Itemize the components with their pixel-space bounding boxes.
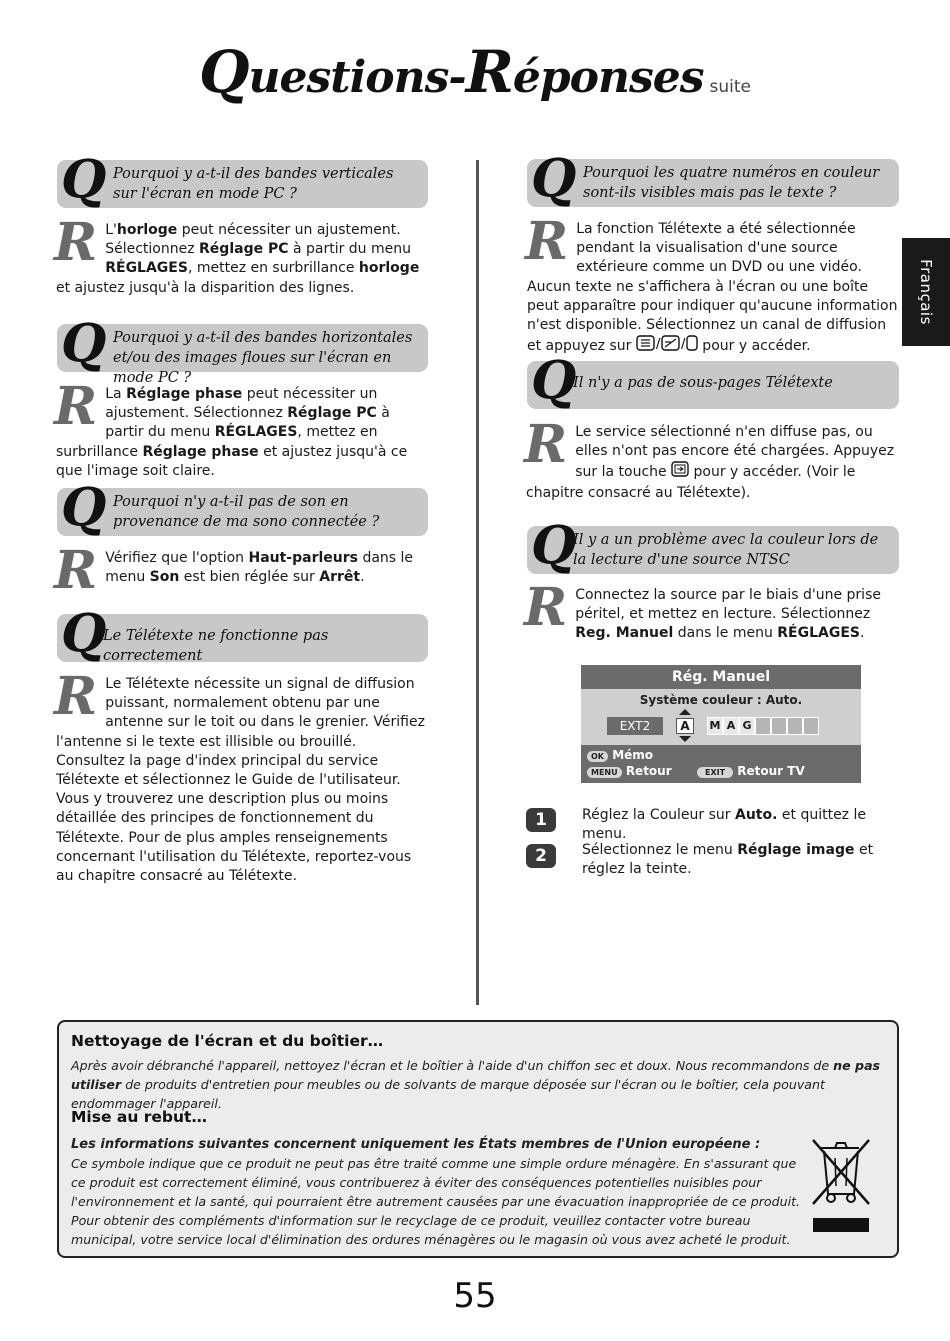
page-number: 55 bbox=[453, 1276, 497, 1316]
step-number: 2 bbox=[526, 844, 556, 868]
label-char: G bbox=[740, 718, 754, 734]
column-divider bbox=[476, 160, 479, 1005]
disposal-text: Ce symbole indique que ce produit ne peut pas être traité comme une simple ordure ménagère. En s'assurant que ce produit est correctement éliminé, vous contribuerez à éviter des conséquences potentielles nuisibles pour l'environnement et la santé, qui pourraient être autrement causées par une évacuation inappropriée de ce produit. Pour obtenir des compléments d'information sur le recyclage de ce produit, veuillez contacter votre bureau municipal, votre service local d'élimination des ordures ménagères ou le magasin où vous avez acheté le produit. bbox=[71, 1156, 801, 1247]
teletext-keys-icon bbox=[636, 335, 698, 357]
label-char bbox=[804, 718, 818, 734]
step-text: Sélectionnez le menu Réglage image et réglez la teinte. bbox=[582, 842, 874, 877]
source-label: EXT2 bbox=[607, 717, 663, 735]
menu-key: MENU bbox=[587, 767, 622, 778]
question-text: Pourquoi y a-t-il des bandes verticales sur l'écran en mode PC ? bbox=[113, 166, 394, 202]
question-text: Le Télétexte ne fonctionne pas correctement bbox=[103, 628, 329, 664]
svg-text:/: / bbox=[680, 337, 686, 352]
answer-text: R La fonction Télétexte a été sélectionnée pendant la visualisation d'une source extérieure comme un DVD ou une vidéo. Aucun texte ne s'affichera à l'écran ou une boîte peut apparaître pour indiquer qu'aucune information n'est disponible. Sélectionnez un canal de diffusion et appuyez sur / / pour y accéder. bbox=[527, 220, 901, 357]
question-text: Pourquoi les quatre numéros en couleur sont-ils visibles mais pas le texte ? bbox=[583, 165, 880, 201]
cleaning-text: Après avoir débranché l'appareil, nettoyez l'écran et le boîtier à l'aide d'un chiffon sec et doux. Nous recommandons de ne pas utiliser de produits d'entretien pour meubles ou de solvants de marque déposée sur l'écran ou le boîtier, cela pouvant endommager l'appareil. bbox=[71, 1058, 881, 1111]
label-char: M bbox=[709, 719, 721, 732]
question-box: Q Le Télétexte ne fonctionne pas correctement bbox=[57, 614, 428, 662]
ok-key: OK bbox=[587, 751, 608, 762]
disposal-eu-note: Les informations suivantes concernent uniquement les États membres de l'Union européene : bbox=[71, 1137, 761, 1152]
answer-text: R L'horloge peut nécessiter un ajustement. Sélectionnez Réglage PC à partir du menu RÉGLAGES, mettez en surbrillance horloge et ajustez jusqu'à la disparition des lignes. bbox=[54, 212, 420, 296]
question-text: Pourquoi y a-t-il des bandes horizontales et/ou des images floues sur l'écran en mode PC ? bbox=[113, 330, 413, 386]
answer-text: R La Réglage phase peut nécessiter un ajustement. Sélectionnez Réglage PC à partir du menu RÉGLAGES, mettez en surbrillance Réglage phase et ajustez jusqu'à ce que l'image soit claire. bbox=[54, 376, 408, 479]
svg-text:/: / bbox=[655, 337, 661, 352]
question-text: Il n'y a pas de sous-pages Télétexte bbox=[573, 375, 833, 391]
question-box: Q Pourquoi y a-t-il des bandes horizontales et/ou des images floues sur l'écran en mode PC ? bbox=[57, 324, 428, 372]
title-suite: suite bbox=[709, 77, 752, 97]
subpage-key-icon bbox=[671, 461, 689, 483]
disposal-heading: Mise au rebut… bbox=[71, 1108, 207, 1126]
question-box: Q Il y a un problème avec la couleur lors de la lecture d'une source NTSC bbox=[527, 526, 899, 574]
question-box: Q Il n'y a pas de sous-pages Télétexte bbox=[527, 361, 899, 409]
arrow-up-icon bbox=[679, 709, 691, 715]
weee-bin-icon bbox=[807, 1136, 875, 1212]
cleaning-heading: Nettoyage de l'écran et du boîtier… bbox=[71, 1032, 384, 1050]
question-text: Il y a un problème avec la couleur lors de la lecture d'une source NTSC bbox=[573, 532, 879, 568]
label-char bbox=[756, 718, 770, 734]
color-system-label: Système couleur : Auto. bbox=[639, 693, 803, 707]
question-box: Q Pourquoi n'y a-t-il pas de son en provenance de ma sono connectée ? bbox=[57, 488, 428, 536]
exit-key: EXIT bbox=[697, 767, 733, 778]
label-char bbox=[788, 718, 802, 734]
step-text: Réglez la Couleur sur Auto. et quittez le menu. bbox=[582, 807, 866, 842]
answer-text: R Le Télétexte nécessite un signal de diffusion puissant, normalement obtenu par une antenne sur le toit ou dans le grenier. Vérifiez l'antenne si le texte est illisible ou brouillé. Consultez la page d'index principal du service Télétexte et sélectionnez le Guide de l'utilisateur. Vous y trouverez une description plus ou moins détaillée des principes de fonctionnement du Télétexte. Pour de plus amples renseignements concernant l'utilisation du Télétexte, reportez-vous au chapitre consacré au Télétexte. bbox=[54, 666, 425, 885]
manual-tuning-menu bbox=[581, 665, 861, 783]
answer-text: R Connectez la source par le biais d'une prise péritel, et mettez en lecture. Sélectionnez Reg. Manuel dans le menu RÉGLAGES. bbox=[524, 577, 881, 642]
label-char: A bbox=[724, 718, 738, 734]
question-text: Pourquoi n'y a-t-il pas de son en provenance de ma sono connectée ? bbox=[113, 494, 380, 530]
arrow-down-icon bbox=[679, 736, 691, 742]
answer-text: R Le service sélectionné n'en diffuse pas, ou elles n'ont pas encore été chargées. Appuyez sur la touche pour y accéder. (Voir le chapitre consacré au Télétexte). bbox=[524, 414, 895, 501]
menu-footer: OK Mémo MENU Retour EXIT Retour TV bbox=[581, 745, 861, 783]
page-title: Questions-Réponses suite bbox=[198, 38, 752, 106]
label-characters bbox=[707, 717, 819, 735]
label-char bbox=[772, 718, 786, 734]
answer-text: R Vérifiez que l'option Haut-parleurs dans le menu Son est bien réglée sur Arrêt. bbox=[54, 540, 414, 601]
language-tab: Français bbox=[902, 238, 950, 346]
step-number: 1 bbox=[526, 808, 556, 832]
weee-bar bbox=[813, 1218, 869, 1232]
menu-title: Rég. Manuel bbox=[581, 665, 861, 689]
question-box: Q Pourquoi les quatre numéros en couleur sont-ils visibles mais pas le texte ? bbox=[527, 159, 899, 207]
selected-char: A bbox=[676, 718, 694, 734]
maintenance-notice bbox=[57, 1020, 899, 1258]
question-box: Q Pourquoi y a-t-il des bandes verticales sur l'écran en mode PC ? bbox=[57, 160, 428, 208]
